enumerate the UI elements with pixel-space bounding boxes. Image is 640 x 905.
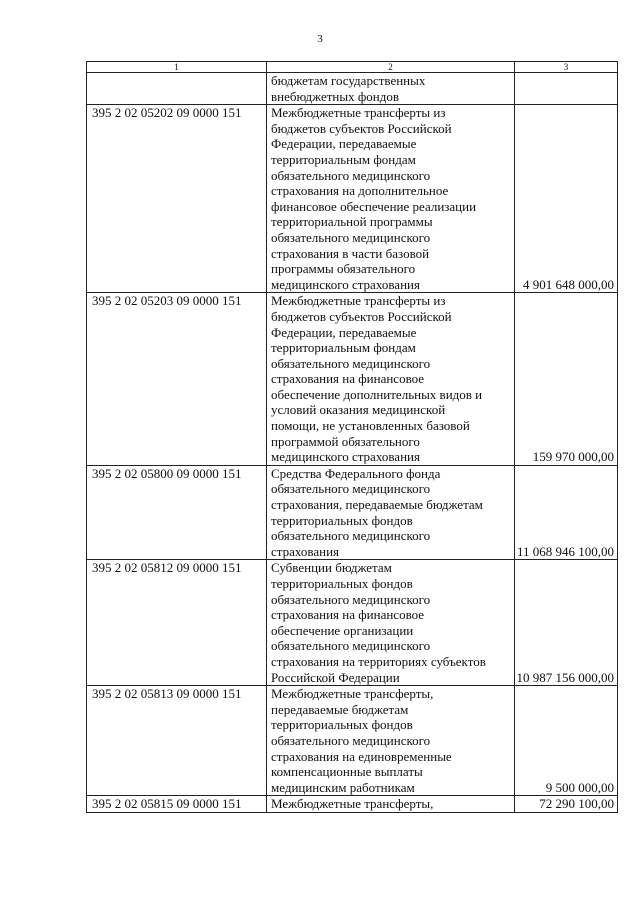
description-line: Федерации, передаваемые [271,324,417,340]
description-line: Межбюджетные трансферты, [271,796,434,812]
budget-code-cell: 395 2 02 05812 09 0000 151 [87,560,267,686]
description-line: обязательного медицинского [271,638,431,654]
description-line: обязательного медицинского [271,591,431,607]
description-line: страхования на финансовое [271,371,425,387]
table-row [87,560,618,686]
table-row [87,105,618,293]
amount-cell: 159 970 000,00 [515,293,618,466]
description-line: страхования на единовременные [271,748,452,764]
description-line: обязательного медицинского [271,481,431,497]
description-line: территориальным фондам [271,340,416,356]
description-line: территориальным фондам [271,151,416,167]
description-line: медицинским работникам [271,779,415,795]
description-line: Федерации, передаваемые [271,136,417,152]
table-row [87,465,618,560]
budget-code-cell: 395 2 02 05815 09 0000 151 [87,796,267,813]
budget-code-cell: 395 2 02 05800 09 0000 151 [87,465,267,560]
description-line: бюджетов субъектов Российской [271,308,452,324]
column-header: 1 [87,62,267,73]
table-row [87,796,618,813]
description-line: страхования, передаваемые бюджетам [271,497,483,513]
description-line: территориальных фондов [271,576,413,591]
table-row [87,73,618,105]
description-line: обеспечение организации [271,622,414,638]
column-header: 3 [515,62,618,73]
description-cell [267,73,515,105]
description-line: бюджетам государственных [271,73,426,88]
description-line: программой обязательного [271,433,420,449]
description-line: страхования на территориях субъектов [271,653,486,669]
description-line: медицинского страхования [271,276,420,292]
description-line: территориальных фондов [271,512,413,528]
description-line: передаваемые бюджетам [271,701,409,717]
amount-cell: 72 290 100,00 [515,796,618,813]
amount-cell: 10 987 156 000,00 [515,560,618,686]
description-line: помощи, не установленных базовой [271,418,470,434]
description-line: Межбюджетные трансферты, [271,686,434,702]
table-row [87,686,618,796]
budget-code-cell: 395 2 02 05202 09 0000 151 [87,105,267,293]
amount-cell: 9 500 000,00 [515,686,618,796]
description-line: страхования [271,543,340,559]
description-line: условий оказания медицинской [271,402,446,418]
description-line: страхования на дополнительное [271,183,449,199]
description-line: бюджетов субъектов Российской [271,120,452,136]
description-line: программы обязательного [271,261,416,277]
description-line: компенсационные выплаты [271,764,423,780]
budget-code-cell [87,73,267,105]
description-line: территориальной программы [271,214,433,230]
description-line: внебюджетных фондов [271,88,399,104]
budget-table [86,61,618,813]
description-line: Российской Федерации [271,669,400,685]
description-line: медицинского страхования [271,449,420,465]
description-line: обеспечение дополнительных видов и [271,386,483,402]
table-row [87,293,618,466]
description-line: обязательного медицинского [271,528,431,544]
description-line: Средства Федерального фонда [271,465,441,481]
description-cell [267,105,515,293]
description-cell [267,796,515,813]
description-cell [267,465,515,560]
amount-cell [515,73,618,105]
amount-cell: 11 068 946 100,00 [515,465,618,560]
table-header-row [87,62,618,73]
description-cell [267,686,515,796]
table-body [87,73,618,813]
budget-code-cell: 395 2 02 05813 09 0000 151 [87,686,267,796]
budget-code-cell: 395 2 02 05203 09 0000 151 [87,293,267,466]
description-line: обязательного медицинского [271,732,431,748]
description-line: территориальных фондов [271,717,413,733]
description-line: обязательного медицинского [271,355,431,371]
description-line: финансовое обеспечение реализации [271,198,477,214]
description-line: обязательного медицинского [271,229,431,245]
description-line: Субвенции бюджетам [271,560,392,576]
description-cell [267,560,515,686]
page-number: 3 [317,33,323,45]
description-line: страхования в части базовой [271,245,430,261]
amount-cell: 4 901 648 000,00 [515,105,618,293]
description-line: страхования на финансовое [271,607,425,623]
description-line: Межбюджетные трансферты из [271,105,446,121]
description-line: Межбюджетные трансферты из [271,293,446,309]
description-cell [267,293,515,466]
description-line: обязательного медицинского [271,167,431,183]
column-header: 2 [267,62,515,73]
